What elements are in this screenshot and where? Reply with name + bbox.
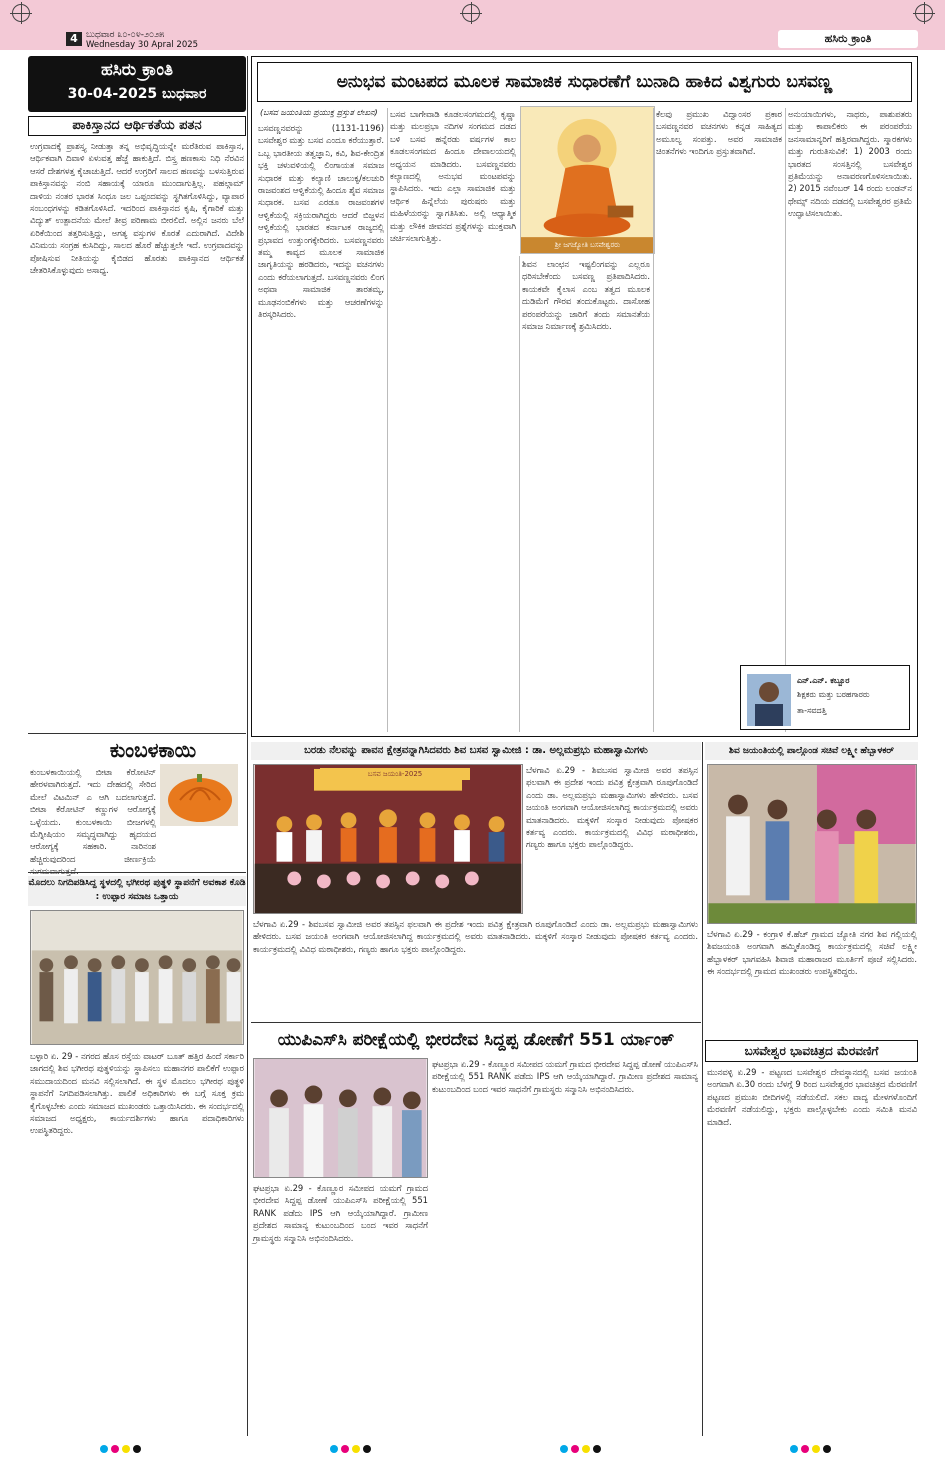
main-article-title: ಅನುಭವ ಮಂಟಪದ ಮೂಲಕ ಸಾಮಾಜಿಕ ಸುಧಾರಣೆಗೆ ಬುನಾದಿ ಹಾಕಿದ ವಿಶ್ವಗುರು ಬಸವಣ್ಣ [257,62,912,102]
shivajayanti-photo [707,764,917,924]
author-name: ಎನ್.ಎನ್. ಕಬ್ಬೂರ [797,676,850,685]
registration-mark-icon [915,4,933,22]
divider [28,733,246,734]
author-photo [747,674,791,726]
page-number: 4 [66,32,82,46]
story-center-body-a: ಬೆಳಗಾವಿ ಏ.29 - ಶಿವಬಸವ ಸ್ವಾಮೀಜಿ ಅವರ ತಪಸ್ಸಿನ ಫಲವಾಗಿ ಈ ಪ್ರದೇಶ ಇಂದು ಪವಿತ್ರ ಕ್ಷೇತ್ರವಾಗಿ ರೂಪುಗೊಂಡಿದೆ ಎಂದು ಡಾ. ಅಲ್ಲಮಪ್ರಭು ಮಹಾಸ್ವಾಮಿಗಳು ಹೇಳಿದರು. ಬಸವ ಜಯಂತಿ ಅಂಗವಾಗಿ ಆಯೋಜಿಸಲಾಗಿದ್ದ ಕಾರ್ಯಕ್ರಮದಲ್ಲಿ ಅವರು ಮಾತನಾಡಿದರು. ಮಕ್ಕಳಿಗೆ ಸಂಸ್ಕಾರ ನೀಡುವುದು ಪೋಷಕರ ಕರ್ತವ್ಯ ಎಂದರು. ಕಾರ್ಯಕ್ರಮದಲ್ಲಿ ವಿವಿಧ ಮಠಾಧೀಶರು, ಗಣ್ಯರು ಹಾಗೂ ಭಕ್ತರು ಪಾಲ್ಗೊಂಡಿದ್ದರು. [526,765,698,850]
publication-name: ಹಸಿರು ಕ್ರಾಂತಿ [778,30,918,48]
header-date-kannada: ಬುಧವಾರ ೩೦-೦೪-೨೦೨೫ [86,30,165,40]
column-divider [247,56,248,1436]
color-registration-dots [100,1438,160,1448]
stage-event-photo [253,764,523,914]
story-center-body-b: ಬೆಳಗಾವಿ ಏ.29 - ಶಿವಬಸವ ಸ್ವಾಮೀಜಿ ಅವರ ತಪಸ್ಸಿನ ಫಲವಾಗಿ ಈ ಪ್ರದೇಶ ಇಂದು ಪವಿತ್ರ ಕ್ಷೇತ್ರವಾಗಿ ರೂಪುಗೊಂಡಿದೆ ಎಂದು ಡಾ. ಅಲ್ಲಮಪ್ರಭು ಮಹಾಸ್ವಾಮಿಗಳು ಹೇಳಿದರು. ಬಸವ ಜಯಂತಿ ಅಂಗವಾಗಿ ಆಯೋಜಿಸಲಾಗಿದ್ದ ಕಾರ್ಯಕ್ರಮದಲ್ಲಿ ಅವರು ಮಾತನಾಡಿದರು. ಮಕ್ಕಳಿಗೆ ಸಂಸ್ಕಾರ ನೀಡುವುದು ಪೋಷಕರ ಕರ್ತವ್ಯ ಎಂದರು. ಕಾರ್ಯಕ್ರಮದಲ್ಲಿ ವಿವಿಧ ಮಠಾಧೀಶರು, ಗಣ್ಯರು ಹಾಗೂ ಭಕ್ತರು ಪಾಲ್ಗೊಂಡಿದ್ದರು. [253,919,698,954]
event-banner-text: ಬಸವ ಜಯಂತಿ-2025 [320,768,470,780]
procession-title: ಬಸವೇಶ್ವರ ಭಾವಚಿತ್ರದ ಮೆರವಣಿಗೆ [705,1040,918,1062]
story-left-body: ಬಳ್ಳಾರಿ ಏ. 29 - ನಗರದ ಹೊಸ ರಸ್ತೆಯ ವಾಟರ್ ಬೂತ್ ಹತ್ತಿರ ಹಿಂದೆ ಸರ್ಕಾರಿ ಜಾಗದಲ್ಲಿ ಶಿವ ಭಗೀರಥ ಪುತ್ಥಳಿಯನ್ನು ಸ್ಥಾಪಿಸಲು ಮಹಾನಗರ ಪಾಲಿಕೆಗೆ ಉಪ್ಪಾರ ಸಮುದಾಯದಿಂದ ಮನವಿ ಸಲ್ಲಿಸಲಾಗಿದೆ. ಈ ಸ್ಥಳ ಮೊದಲು ಭಗೀರಥ ಪುತ್ಥಳಿ ಸ್ಥಾಪನೆಗೆ ನಿಗದಿಪಡಿಸಲಾಗಿತ್ತು. ಪಾಲಿಕೆ ಅಧಿಕಾರಿಗಳು ಈ ಬಗ್ಗೆ ಸೂಕ್ತ ಕ್ರಮ ಕೈಗೊಳ್ಳಬೇಕು ಎಂದು ಸಮಾಜದ ಮುಖಂಡರು ಒತ್ತಾಯಿಸಿದರು. ಈ ಸಂದರ್ಭದಲ್ಲಿ ಸಮಾಜದ ಅಧ್ಯಕ್ಷರು, ಕಾರ್ಯದರ್ಶಿಗಳು ಹಾಗೂ ಪದಾಧಿಕಾರಿಗಳು ಉಪಸ್ಥಿತರಿದ್ದರು. [30,1051,244,1136]
feature-title: ಕುಂಬಳಕಾಯಿ [109,738,197,762]
masthead-date: 30-04-2025 ಬುಧವಾರ [67,86,207,102]
masthead-title: ಹಸಿರು ಕ್ರಾಂತಿ [100,60,174,80]
main-article-col4: ಕೆಲವು ಪ್ರಮುಖ ವಿದ್ವಾಂಸರ ಪ್ರಕಾರ ಬಸವಣ್ಣನವರ ವಚನಗಳು ಕನ್ನಡ ಸಾಹಿತ್ಯದ ಅಮೂಲ್ಯ ಸಂಪತ್ತು. ಅವರ ಸಾಮಾಜಿಕ ಚಿಂತನೆಗಳು ಇಂದಿಗೂ ಪ್ರಸ್ತುತವಾಗಿವೆ. [656,109,782,157]
column-rule [387,108,388,732]
main-article-col3: ಶಿವನ ಲಾಂಛನ ಇಷ್ಟಲಿಂಗವನ್ನು ಎಲ್ಲರೂ ಧರಿಸಬೇಕೆಂದು ಬಸವಣ್ಣ ಪ್ರತಿಪಾದಿಸಿದರು. ಕಾಯಕವೇ ಕೈಲಾಸ ಎಂಬ ತತ್ವದ ಮೂಲಕ ದುಡಿಮೆಗೆ ಗೌರವ ತಂದುಕೊಟ್ಟರು. ದಾಸೋಹ ಪರಂಪರೆಯನ್ನು ಜಾರಿಗೆ ತಂದು ಸಮಾನತೆಯ ಸಮಾಜ ನಿರ್ಮಾಣಕ್ಕೆ ಶ್ರಮಿಸಿದರು. [522,259,650,332]
column-rule [785,108,786,732]
main-article-byline: (ಬಸವ ಜಯಂತಿಯ ಪ್ರಯುಕ್ತ ಪ್ರಸ್ತುತ ಲೇಖನ) [260,108,378,117]
color-registration-dots [330,1438,390,1448]
editorial-body: ಉಗ್ರವಾದಕ್ಕೆ ಪ್ರಾಶಸ್ತ್ಯ ನೀಡುತ್ತಾ ತನ್ನ ಅಭಿವೃದ್ಧಿಯನ್ನೇ ಮರೆತಿರುವ ಪಾಕಿಸ್ತಾನ, ಆರ್ಥಿಕವಾಗಿ ದಿವಾಳಿ ಏಳುವತ್ತ ಹೆಜ್ಜೆ ಹಾಕುತ್ತಿದೆ. ಬಿಸ್ತ್ರ ಹಣಕಾಸು ನಿಧಿ ನೆರವಿನ ಆಸರೆ ದೇಶಗಳತ್ತ ಕೈಚಾಚುತ್ತಿದೆ. ಆದರೆ ಉಗ್ರರಿಗೆ ಸಾಲದ ಹಣವನ್ನು ಬಳಸುತ್ತಿರುವ ಪಾಕಿಸ್ತಾನವನ್ನು ನಂಬಿ ಸಹಾಯಕ್ಕೆ ಯಾರೂ ಮುಂದಾಗುತ್ತಿಲ್ಲ. ಪಹಲ್ಗಾಮ್ ದಾಳಿಯ ನಂತರ ಭಾರತ ಸಿಂಧೂ ಜಲ ಒಪ್ಪಂದವನ್ನು ಸ್ಥಗಿತಗೊಳಿಸಿದ್ದು, ವ್ಯಾಪಾರ ಸಂಬಂಧಗಳನ್ನು ಕಡಿತಗೊಳಿಸಿದೆ. ಇದರಿಂದ ಪಾಕಿಸ್ತಾನದ ಕೃಷಿ, ಕೈಗಾರಿಕೆ ಮತ್ತು ವಿದ್ಯುತ್ ಉತ್ಪಾದನೆಯ ಮೇಲೆ ತೀವ್ರ ಪರಿಣಾಮ ಬೀರಲಿದೆ. ಅಲ್ಲಿನ ಜನರು ಬೆಲೆ ಏರಿಕೆಯಿಂದ ತತ್ತರಿಸುತ್ತಿದ್ದು, ಅಗತ್ಯ ವಸ್ತುಗಳ ಕೊರತೆ ಎದುರಾಗಿದೆ. ವಿದೇಶಿ ವಿನಿಮಯ ಸಂಗ್ರಹ ಕುಸಿದಿದ್ದು, ಸಾಲದ ಹೊರೆ ಹೆಚ್ಚುತ್ತಲೇ ಇದೆ. ಉಗ್ರವಾದವನ್ನು ಪೋಷಿಸುವ ನೀತಿಯನ್ನು ಕೈಬಿಡದ ಹೊರತು ಪಾಕಿಸ್ತಾನದ ಆರ್ಥಿಕತೆ ಚೇತರಿಸಿಕೊಳ್ಳುವುದು ಅಸಾಧ್ಯ. [30,141,244,276]
editorial-title: ಪಾಕಿಸ್ತಾನದ ಆರ್ಥಿಕತೆಯ ಪತನ [28,116,246,136]
basavanna-portrait [520,106,655,254]
feature-body: ಕುಂಬಳಕಾಯಿಯಲ್ಲಿ ಬೀಟಾ ಕೆರೋಟಿನ್ ಹೇರಳವಾಗಿರುತ್ತದೆ. ಇದು ದೇಹದಲ್ಲಿ ಸೇರಿದ ಮೇಲೆ ವಿಟಮಿನ್ ಎ ಆಗಿ ಬದಲಾಗುತ್ತದೆ. ಬೀಟಾ ಕೆರೋಟಿನ್ ಕಣ್ಣುಗಳ ಆರೋಗ್ಯಕ್ಕೆ ಒಳ್ಳೆಯದು. ಕುಂಬಳಕಾಯಿ ಬೀಜಗಳಲ್ಲಿ ಮೆಗ್ನೀಷಿಯಂ ಸಮೃದ್ಧವಾಗಿದ್ದು ಹೃದಯದ ಆರೋಗ್ಯಕ್ಕೆ ಸಹಕಾರಿ. ನಾರಿನಂಶ ಹೆಚ್ಚಿರುವುದರಿಂದ ಜೀರ್ಣಕ್ರಿಯೆ [30,767,156,864]
upsc-body: ಘಟಪ್ರಭಾ ಏ.29 - ಕೊಣ್ಣೂರ ಸಮೀಪದ ಯಮಗೆ ಗ್ರಾಮದ ಭೀರದೇವ ಸಿದ್ದಪ್ಪ ಡೋಣೆ ಯುಪಿಎಸ್‌ಸಿ ಪರೀಕ್ಷೆಯಲ್ಲಿ 551 RANK ಪಡೆದು IPS ಆಗಿ ಆಯ್ಕೆಯಾಗಿದ್ದಾರೆ. ಗ್ರಾಮೀಣ ಪ್ರದೇಶದ ಸಾಮಾನ್ಯ ಕುಟುಂಬದಿಂದ ಬಂದ ಇವರ ಸಾಧನೆಗೆ ಗ್ರಾಮಸ್ಥರು ಸನ್ಮಾನಿಸಿ ಅಭಿನಂದಿಸಿದರು. [432,1059,698,1094]
felicitation-photo [253,1058,428,1178]
group-photo [30,910,244,1045]
divider [251,1022,701,1023]
column-rule [702,742,703,1436]
color-registration-dots [560,1438,620,1448]
story-right-body: ಬೆಳಗಾವಿ ಏ.29 - ಕಂಗ್ರಾಳಿ ಕೆ.ಹೆಚ್ ಗ್ರಾಮದ ಜ್ಯೋತಿ ನಗರ ಶಿವ ಗಲ್ಲಿಯಲ್ಲಿ ಶಿವಜಯಂತಿ ಅಂಗವಾಗಿ ಹಮ್ಮಿಕೊಂಡಿದ್ದ ಕಾರ್ಯಕ್ರಮದಲ್ಲಿ ಸಚಿವೆ ಲಕ್ಷ್ಮೀ ಹೆಬ್ಬಾಳಕರ್ ಭಾಗವಹಿಸಿ ಶಿವಾಜಿ ಮಹಾರಾಜರ ಮೂರ್ತಿಗೆ ಪೂಜೆ ಸಲ್ಲಿಸಿದರು. ಈ ಸಂದರ್ಭದಲ್ಲಿ ಗ್ರಾಮದ ಮುಖಂಡರು ಉಪಸ್ಥಿತರಿದ್ದರು. [707,929,917,977]
story-right-title: ಶಿವ ಜಯಂತಿಯಲ್ಲಿ ಪಾಲ್ಗೊಂಡ ಸಚಿವೆ ಲಕ್ಷ್ಮೀ ಹೆಬ್ಬಾಳಕರ್ [705,742,918,760]
color-registration-dots [790,1438,850,1448]
main-article-col5: ಅನುಯಾಯಿಗಳು, ನಾಥರು, ಪಾಶುಪತರು ಮತ್ತು ಕಾಪಾಲಿಕರು ಈ ಪರಂಪರೆಯ ಜನಸಾಮಾನ್ಯರಿಗೆ ಹತ್ತಿರವಾಗಿದ್ದರು. ಸ್ಮಾರಕಗಳು ಮತ್ತು ಗುರುತಿಸುವಿಕೆ: 1) 2003 ರಂದು ಭಾರತದ ಸಂಸತ್ತಿನಲ್ಲಿ ಬಸವೇಶ್ವರ ಪ್ರತಿಮೆಯನ್ನು ಅನಾವರಣಗೊಳಿಸಲಾಯಿತು. 2) 2015 ನವೆಂಬರ್ 14 ರಂದು ಲಂಡನ್‌ನ ಥೇಮ್ಸ್ ನದಿಯ ದಡದಲ್ಲಿ ಬಸವೇಶ್ವರರ ಪ್ರತಿಮೆ ಉದ್ಘಾಟಿಸಲಾಯಿತು. [788,109,912,219]
divider [28,872,246,873]
registration-mark-icon [462,4,480,22]
portrait-caption: ಶ್ರೀ ಜಗಜ್ಯೋತಿ ಬಸವೇಶ್ವರರು [521,238,654,253]
main-article-col2: ಬಸವ ಬಾಗೇವಾಡಿ ಕೂಡಲಸಂಗಮದಲ್ಲಿ ಕೃಷ್ಣಾ ಮತ್ತು ಮಲಪ್ರಭಾ ನದಿಗಳ ಸಂಗಮದ ದಡದ ಬಳಿ ಬಸವ ಹನ್ನೆರಡು ವರ್ಷಗಳ ಕಾಲ ಕೂಡಲಸಂಗಮದ ಹಿಂದೂ ದೇವಾಲಯದಲ್ಲಿ ಅಧ್ಯಯನ ಮಾಡಿದರು. ಬಸವಣ್ಣನವರು ಕಲ್ಯಾಣದಲ್ಲಿ ಅನುಭವ ಮಂಟಪವನ್ನು ಸ್ಥಾಪಿಸಿದರು. ಇದು ಎಲ್ಲಾ ಸಾಮಾಜಿಕ ಮತ್ತು ಆರ್ಥಿಕ ಹಿನ್ನೆಲೆಯ ಪುರುಷರು ಮತ್ತು ಮಹಿಳೆಯರನ್ನು ಸ್ವಾಗತಿಸಿತು. ಅಲ್ಲಿ ಆಧ್ಯಾತ್ಮಿಕ ಮತ್ತು ಲೌಕಿಕ ಜೀವನದ ಪ್ರಶ್ನೆಗಳನ್ನು ಮುಕ್ತವಾಗಿ ಚರ್ಚಿಸಲಾಗುತ್ತಿತ್ತು. [390,109,516,244]
author-place: ತಾ-ಸವದತ್ತಿ [797,706,827,715]
story-center-title: ಬರಡು ನೆಲವನ್ನು ಪಾವನ ಕ್ಷೇತ್ರವನ್ನಾಗಿಸಿದವರು ಶಿವ ಬಸವ ಸ್ವಾಮೀಜಿ : ಡಾ. ಅಲ್ಲಮಪ್ರಭು ಮಹಾಸ್ವಾಮಿಗಳು [251,742,701,760]
story-left-title: ಮೊದಲು ನಿಗದಿಪಡಿಸಿದ್ದ ಸ್ಥಳದಲ್ಲಿ ಭಗೀರಥ ಪುತ್ಥಳಿ ಸ್ಥಾಪನೆಗೆ ಅವಕಾಶ ಕೊಡಿ : ಉಪ್ಪಾರ ಸಮಾಜ ಒತ್ತಾಯ [28,876,246,906]
main-article-col1: ಬಸವಣ್ಣನವರನ್ನು (1131-1196) ಬಸವೇಶ್ವರ ಮತ್ತು ಬಸವ ಎಂದೂ ಕರೆಯುತ್ತಾರೆ. ಒಬ್ಬ ಭಾರತೀಯ ತತ್ವಜ್ಞಾನಿ, ಕವಿ, ಶಿವ-ಕೇಂದ್ರಿತ ಭಕ್ತಿ ಚಳುವಳಿಯಲ್ಲಿ ಲಿಂಗಾಯತ ಸಮಾಜ ಸುಧಾರಕ ಮತ್ತು ಕಲ್ಯಾಣಿ ಚಾಲುಕ್ಯ/ಕಲಚುರಿ ರಾಜವಂಶದ ಆಳ್ವಿಕೆಯಲ್ಲಿ ಹಿಂದೂ ಶೈವ ಸಮಾಜ ಸುಧಾರಕ. ಬಸವ ಎರಡೂ ರಾಜವಂಶಗಳ ಆಳ್ವಿಕೆಯಲ್ಲಿ ಸಕ್ರಿಯರಾಗಿದ್ದರು ಆದರೆ ಬಿಜ್ಜಳನ ಆಳ್ವಿಕೆಯಲ್ಲಿ ಭಾರತದ ಕರ್ನಾಟಕ ರಾಜ್ಯದಲ್ಲಿ ಪ್ರಭಾವದ ಉತ್ತುಂಗಕ್ಕೇರಿದರು. ಬಸವಣ್ಣನವರು ತಮ್ಮ ಕಾವ್ಯದ ಮೂಲಕ ಸಾಮಾಜಿಕ ಜಾಗೃತಿಯನ್ನು ಹರಡಿದರು, ಇದನ್ನು ವಚನಗಳು ಎಂದು ಕರೆಯಲಾಗುತ್ತದೆ. ಬಸವಣ್ಣನವರು ಲಿಂಗ ಅಥವಾ ಸಾಮಾಜಿಕ ತಾರತಮ್ಯ, ಮೂಢನಂಬಿಕೆಗಳು ಮತ್ತು ಆಚರಣೆಗಳನ್ನು ತಿರಸ್ಕರಿಸಿದರು. [258,123,384,320]
masthead [28,56,246,112]
author-role: ಶಿಕ್ಷಕರು ಮತ್ತು ಬರಹಗಾರರು [797,690,870,699]
pumpkin-image [160,764,238,826]
column-rule [653,108,654,732]
procession-body: ಮುನವಳ್ಳಿ ಏ.29 - ಪಟ್ಟಣದ ಬಸವೇಶ್ವರ ದೇವಸ್ಥಾನದಲ್ಲಿ ಬಸವ ಜಯಂತಿ ಅಂಗವಾಗಿ ಏ.30 ರಂದು ಬೆಳಗ್ಗೆ 9 ರಿಂದ ಬಸವೇಶ್ವರರ ಭಾವಚಿತ್ರದ ಮೆರವಣಿಗೆ ಪಟ್ಟಣದ ಪ್ರಮುಖ ಬೀದಿಗಳಲ್ಲಿ ನಡೆಯಲಿದೆ. ಸಕಲ ವಾದ್ಯ ಮೇಳಗಳೊಂದಿಗೆ ಮೆರವಣಿಗೆ ನಡೆಯಲಿದ್ದು, ಭಕ್ತರು ಪಾಲ್ಗೊಳ್ಳಬೇಕು ಎಂದು ಸಮಿತಿ ಮನವಿ ಮಾಡಿದೆ. [707,1067,917,1127]
upsc-title: ಯುಪಿಎಸ್‌ಸಿ ಪರೀಕ್ಷೆಯಲ್ಲಿ ಭೀರದೇವ ಸಿದ್ದಪ್ಪ ಡೋಣೆಗೆ 551 ರ್ಯಾಂಕ್ [277,1030,675,1050]
header-date-english: Wednesday 30 Apral 2025 [86,40,199,50]
upsc-body-cont: ಘಟಪ್ರಭಾ ಏ.29 - ಕೊಣ್ಣೂರ ಸಮೀಪದ ಯಮಗೆ ಗ್ರಾಮದ ಭೀರದೇವ ಸಿದ್ದಪ್ಪ ಡೋಣೆ ಯುಪಿಎಸ್‌ಸಿ ಪರೀಕ್ಷೆಯಲ್ಲಿ 551 RANK ಪಡೆದು IPS ಆಗಿ ಆಯ್ಕೆಯಾಗಿದ್ದಾರೆ. ಗ್ರಾಮೀಣ ಪ್ರದೇಶದ ಸಾಮಾನ್ಯ ಕುಟುಂಬದಿಂದ ಬಂದ ಇವರ ಸಾಧನೆಗೆ ಗ್ರಾಮಸ್ಥರು ಸನ್ಮಾನಿಸಿ ಅಭಿನಂದಿಸಿದರು. [253,1183,428,1243]
column-rule [519,256,520,732]
author-box [740,665,910,730]
registration-mark-icon [12,4,30,22]
